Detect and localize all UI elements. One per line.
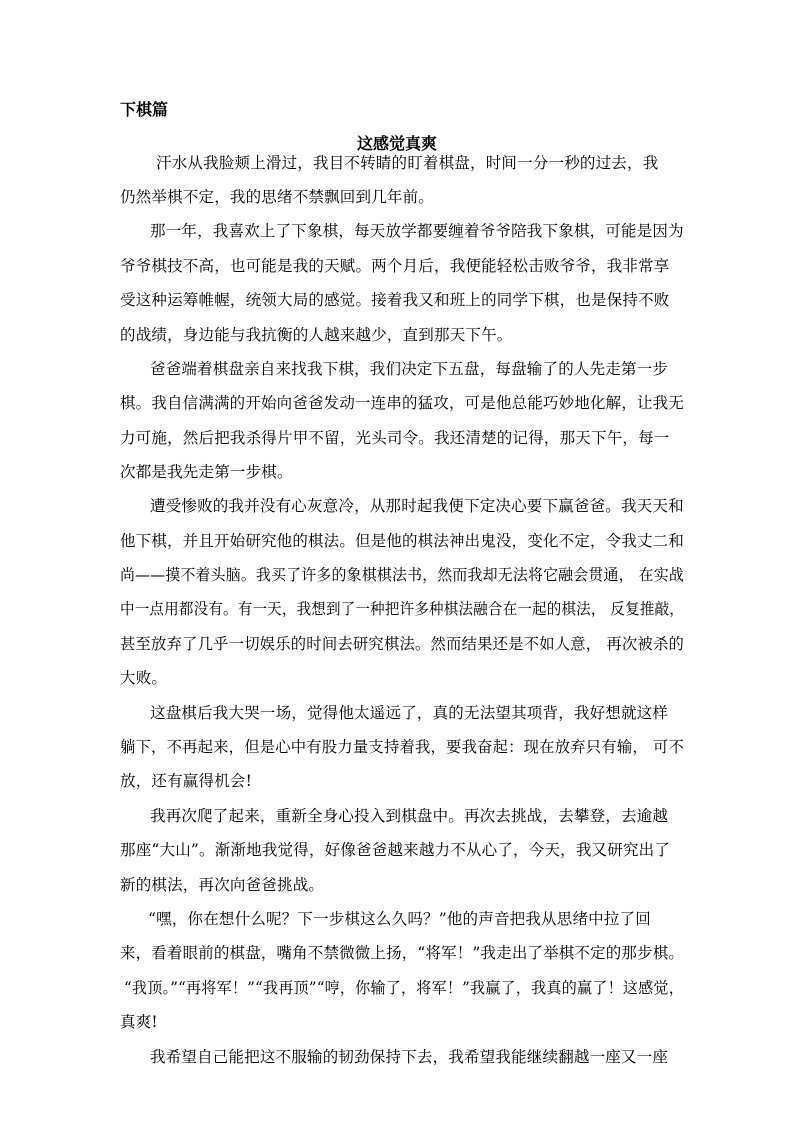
article-title: 这感觉真爽 xyxy=(356,134,437,153)
paragraph-first-line: 这盘棋后我大哭一场，觉得他太遥远了，真的无法望其项背，我好想就这样 xyxy=(150,704,669,722)
text-line: 真爽! xyxy=(120,1013,158,1031)
text-line: 来，看着眼前的棋盘，嘴角不禁微微上扬，“将军！”我走出了举棋不定的那步棋。 xyxy=(120,944,685,962)
paragraph-first-line: 我希望自己能把这不服输的韧劲保持下去，我希望我能继续翻越一座又一座 xyxy=(150,1048,669,1066)
text-line: 爷爷棋技不高，也可能是我的天赋。两个月后，我便能轻松击败爷爷，我非常享 xyxy=(120,257,670,275)
section-heading: 下棋篇 xyxy=(120,100,169,119)
text-line: 他下棋，并且开始研究他的棋法。但是他的棋法神出鬼没，变化不定，令我丈二和 xyxy=(120,532,685,550)
paragraph-first-line: 爸爸端着棋盘亲自来找我下棋，我们决定下五盘，每盘输了的人先走第一步 xyxy=(150,360,669,378)
paragraph-first-line: 遭受惨败的我并没有心灰意冷，从那时起我便下定决心要下赢爸爸。我天天和 xyxy=(150,497,684,515)
text-line: 次都是我先走第一步棋。 xyxy=(120,463,293,481)
paragraph-first-line: 那一年，我喜欢上了下象棋，每天放学都要缠着爷爷陪我下象棋，可能是因为 xyxy=(150,222,684,240)
paragraph-first-line: “嘿，你在想什么呢？下一步棋这么久吗？”他的声音把我从思绪中拉了回 xyxy=(148,910,651,928)
text-line: 中一点用都没有。有一天，我想到了一种把许多种棋法融合在一起的棋法， 反复推敲， xyxy=(120,600,685,618)
text-line: 放，还有赢得机会! xyxy=(120,772,253,790)
paragraph-first-line: 汗水从我脸颊上滑过，我目不转睛的盯着棋盘，时间一分一秒的过去，我 xyxy=(156,154,659,172)
text-line: 大败。 xyxy=(120,669,168,687)
text-line: 棋。我自信满满的开始向爸爸发动一连串的猛攻，可是他总能巧妙地化解，让我无 xyxy=(120,394,685,412)
text-line: 甚至放弃了几乎一切娱乐的时间去研究棋法。然而结果还是不如人意， 再次被杀的 xyxy=(120,635,685,653)
text-line: 那座“大山”。渐渐地我觉得，好像爸爸越来越力不从心了，今天，我又研究出了 xyxy=(120,841,671,859)
text-line: 尚——摸不着头脑。我买了许多的象棋棋法书，然而我却无法将它融会贯通， 在实战 xyxy=(120,566,684,584)
paragraph-first-line: 我再次爬了起来，重新全身心投入到棋盘中。再次去挑战，去攀登，去逾越 xyxy=(150,807,669,825)
text-line: 新的棋法，再次向爸爸挑战。 xyxy=(120,876,325,894)
text-line: “我顶。”“再将军！”“我再顶”“哼，你输了，将军！”我赢了，我真的赢了！这感觉， xyxy=(124,979,684,997)
text-line: 力可施，然后把我杀得片甲不留，光头司令。我还清楚的记得，那天下午，每一 xyxy=(120,429,670,447)
text-line: 仍然举棋不定，我的思绪不禁飘回到几年前。 xyxy=(120,188,435,206)
text-line: 的战绩，身边能与我抗衡的人越来越少，直到那天下午。 xyxy=(120,326,513,344)
text-line: 受这种运筹帷幄，统领大局的感觉。接着我又和班上的同学下棋，也是保持不败 xyxy=(120,291,670,309)
text-line: 躺下，不再起来，但是心中有股力量支持着我，要我奋起：现在放弃只有输， 可不 xyxy=(120,738,685,756)
